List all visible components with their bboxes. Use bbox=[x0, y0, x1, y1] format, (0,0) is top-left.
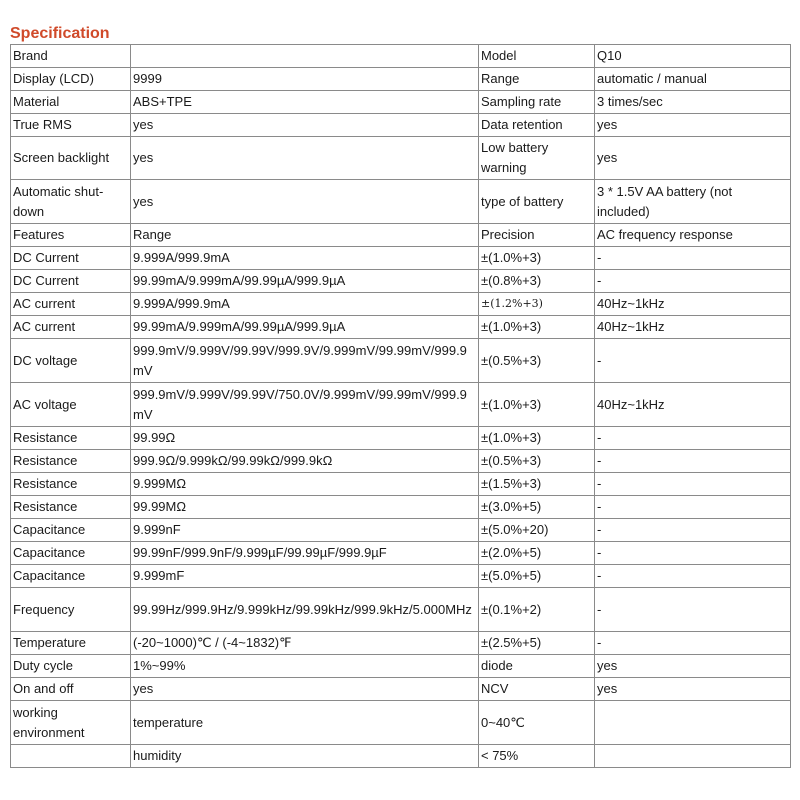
label-cell: Temperature bbox=[11, 632, 131, 655]
value-cell: 9.999A/999.9mA bbox=[131, 293, 479, 316]
value-cell: yes bbox=[595, 678, 791, 701]
label-cell: DC Current bbox=[11, 270, 131, 293]
label-cell: ±(2.5%+5) bbox=[479, 632, 595, 655]
label-cell: ±(0.5%+3) bbox=[479, 339, 595, 383]
value-cell: 9.999mF bbox=[131, 565, 479, 588]
feature-row bbox=[11, 427, 791, 450]
spec-row bbox=[11, 137, 791, 180]
value-cell: 3 times/sec bbox=[595, 91, 791, 114]
value-cell: yes bbox=[131, 678, 479, 701]
value-cell: yes bbox=[131, 180, 479, 224]
value-cell: yes bbox=[131, 114, 479, 137]
value-cell: automatic / manual bbox=[595, 68, 791, 91]
value-cell: 999.9Ω/9.999kΩ/99.99kΩ/999.9kΩ bbox=[131, 450, 479, 473]
label-cell: Data retention bbox=[479, 114, 595, 137]
value-cell: - bbox=[595, 339, 791, 383]
value-cell: ABS+TPE bbox=[131, 91, 479, 114]
spec-heading: Specification bbox=[10, 25, 110, 42]
value-cell: - bbox=[595, 247, 791, 270]
value-cell bbox=[595, 701, 791, 745]
label-cell: ±(2.0%+5) bbox=[479, 542, 595, 565]
value-cell: 3 * 1.5V AA battery (not included) bbox=[595, 180, 791, 224]
feature-row bbox=[11, 519, 791, 542]
label-cell: ±(1.5%+3) bbox=[479, 473, 595, 496]
spec-row bbox=[11, 701, 791, 745]
label-cell: diode bbox=[479, 655, 595, 678]
label-cell: Resistance bbox=[11, 450, 131, 473]
value-cell: temperature bbox=[131, 701, 479, 745]
label-cell: Capacitance bbox=[11, 565, 131, 588]
label-cell: Brand bbox=[11, 45, 131, 68]
label-cell: ±(5.0%+5) bbox=[479, 565, 595, 588]
spec-row bbox=[11, 114, 791, 137]
feature-row bbox=[11, 473, 791, 496]
label-cell bbox=[11, 745, 131, 768]
column-header: AC frequency response bbox=[595, 224, 791, 247]
value-cell: - bbox=[595, 270, 791, 293]
label-cell: Resistance bbox=[11, 496, 131, 519]
value-cell: 9.999nF bbox=[131, 519, 479, 542]
spec-row bbox=[11, 91, 791, 114]
value-cell: (-20~1000)℃ / (-4~1832)℉ bbox=[131, 632, 479, 655]
label-cell: Resistance bbox=[11, 427, 131, 450]
label-cell: working environment bbox=[11, 701, 131, 745]
value-cell: 9999 bbox=[131, 68, 479, 91]
value-cell: - bbox=[595, 632, 791, 655]
features-header-row bbox=[11, 224, 791, 247]
label-cell: AC current bbox=[11, 316, 131, 339]
label-cell: Screen backlight bbox=[11, 137, 131, 180]
label-cell: ±(1.2%+3) bbox=[479, 293, 595, 316]
spec-row bbox=[11, 655, 791, 678]
value-cell: 99.99nF/999.9nF/9.999µF/99.99µF/999.9µF bbox=[131, 542, 479, 565]
value-cell: 999.9mV/9.999V/99.99V/750.0V/9.999mV/99.99mV/999.9mV bbox=[131, 383, 479, 427]
spec-row bbox=[11, 68, 791, 91]
value-cell: 99.99mA/9.999mA/99.99µA/999.9µA bbox=[131, 270, 479, 293]
feature-row bbox=[11, 293, 791, 316]
feature-row bbox=[11, 316, 791, 339]
feature-row bbox=[11, 588, 791, 632]
spec-row bbox=[11, 180, 791, 224]
label-cell: DC voltage bbox=[11, 339, 131, 383]
label-cell: Sampling rate bbox=[479, 91, 595, 114]
label-cell: Material bbox=[11, 91, 131, 114]
value-cell: yes bbox=[595, 137, 791, 180]
feature-row bbox=[11, 496, 791, 519]
spec-row bbox=[11, 45, 791, 68]
value-cell: 99.99Ω bbox=[131, 427, 479, 450]
label-cell: AC current bbox=[11, 293, 131, 316]
value-cell: 40Hz~1kHz bbox=[595, 293, 791, 316]
value-cell: 99.99MΩ bbox=[131, 496, 479, 519]
label-cell: ±(3.0%+5) bbox=[479, 496, 595, 519]
value-cell: yes bbox=[131, 137, 479, 180]
value-cell: - bbox=[595, 519, 791, 542]
value-cell: 40Hz~1kHz bbox=[595, 316, 791, 339]
feature-row bbox=[11, 565, 791, 588]
label-cell: type of battery bbox=[479, 180, 595, 224]
value-cell: 40Hz~1kHz bbox=[595, 383, 791, 427]
label-cell: Low battery warning bbox=[479, 137, 595, 180]
label-cell: Model bbox=[479, 45, 595, 68]
label-cell: On and off bbox=[11, 678, 131, 701]
value-cell: - bbox=[595, 473, 791, 496]
label-cell: Frequency bbox=[11, 588, 131, 632]
label-cell: DC Current bbox=[11, 247, 131, 270]
label-cell: Resistance bbox=[11, 473, 131, 496]
feature-row bbox=[11, 247, 791, 270]
feature-row bbox=[11, 339, 791, 383]
label-cell: ±(1.0%+3) bbox=[479, 316, 595, 339]
feature-row bbox=[11, 383, 791, 427]
value-cell: - bbox=[595, 427, 791, 450]
value-cell: - bbox=[595, 588, 791, 632]
label-cell: Display (LCD) bbox=[11, 68, 131, 91]
value-cell bbox=[131, 45, 479, 68]
label-cell: Capacitance bbox=[11, 519, 131, 542]
feature-row bbox=[11, 542, 791, 565]
spec-table bbox=[10, 44, 791, 768]
feature-row bbox=[11, 450, 791, 473]
column-header: Range bbox=[131, 224, 479, 247]
label-cell: ±(0.8%+3) bbox=[479, 270, 595, 293]
label-cell: ±(0.1%+2) bbox=[479, 588, 595, 632]
label-cell: 0~40℃ bbox=[479, 701, 595, 745]
value-cell: - bbox=[595, 542, 791, 565]
label-cell: Range bbox=[479, 68, 595, 91]
label-cell: ±(1.0%+3) bbox=[479, 427, 595, 450]
feature-row bbox=[11, 270, 791, 293]
column-header: Features bbox=[11, 224, 131, 247]
value-cell: humidity bbox=[131, 745, 479, 768]
value-cell: - bbox=[595, 450, 791, 473]
feature-row bbox=[11, 632, 791, 655]
value-cell: - bbox=[595, 565, 791, 588]
value-cell: 1%~99% bbox=[131, 655, 479, 678]
value-cell: - bbox=[595, 496, 791, 519]
spec-row bbox=[11, 745, 791, 768]
label-cell: ±(0.5%+3) bbox=[479, 450, 595, 473]
label-cell: Automatic shut-down bbox=[11, 180, 131, 224]
label-cell: < 75% bbox=[479, 745, 595, 768]
value-cell: 999.9mV/9.999V/99.99V/999.9V/9.999mV/99.99mV/999.9mV bbox=[131, 339, 479, 383]
value-cell: Q10 bbox=[595, 45, 791, 68]
spec-row bbox=[11, 678, 791, 701]
value-cell: yes bbox=[595, 114, 791, 137]
label-cell: ±(5.0%+20) bbox=[479, 519, 595, 542]
value-cell bbox=[595, 745, 791, 768]
label-cell: ±(1.0%+3) bbox=[479, 247, 595, 270]
label-cell: NCV bbox=[479, 678, 595, 701]
label-cell: ±(1.0%+3) bbox=[479, 383, 595, 427]
column-header: Precision bbox=[479, 224, 595, 247]
label-cell: Duty cycle bbox=[11, 655, 131, 678]
label-cell: True RMS bbox=[11, 114, 131, 137]
spec-table-body bbox=[11, 45, 791, 768]
value-cell: 9.999MΩ bbox=[131, 473, 479, 496]
label-cell: AC voltage bbox=[11, 383, 131, 427]
label-cell: Capacitance bbox=[11, 542, 131, 565]
value-cell: 99.99Hz/999.9Hz/9.999kHz/99.99kHz/999.9kHz/5.000MHz bbox=[131, 588, 479, 632]
value-cell: 99.99mA/9.999mA/99.99µA/999.9µA bbox=[131, 316, 479, 339]
value-cell: 9.999A/999.9mA bbox=[131, 247, 479, 270]
value-cell: yes bbox=[595, 655, 791, 678]
